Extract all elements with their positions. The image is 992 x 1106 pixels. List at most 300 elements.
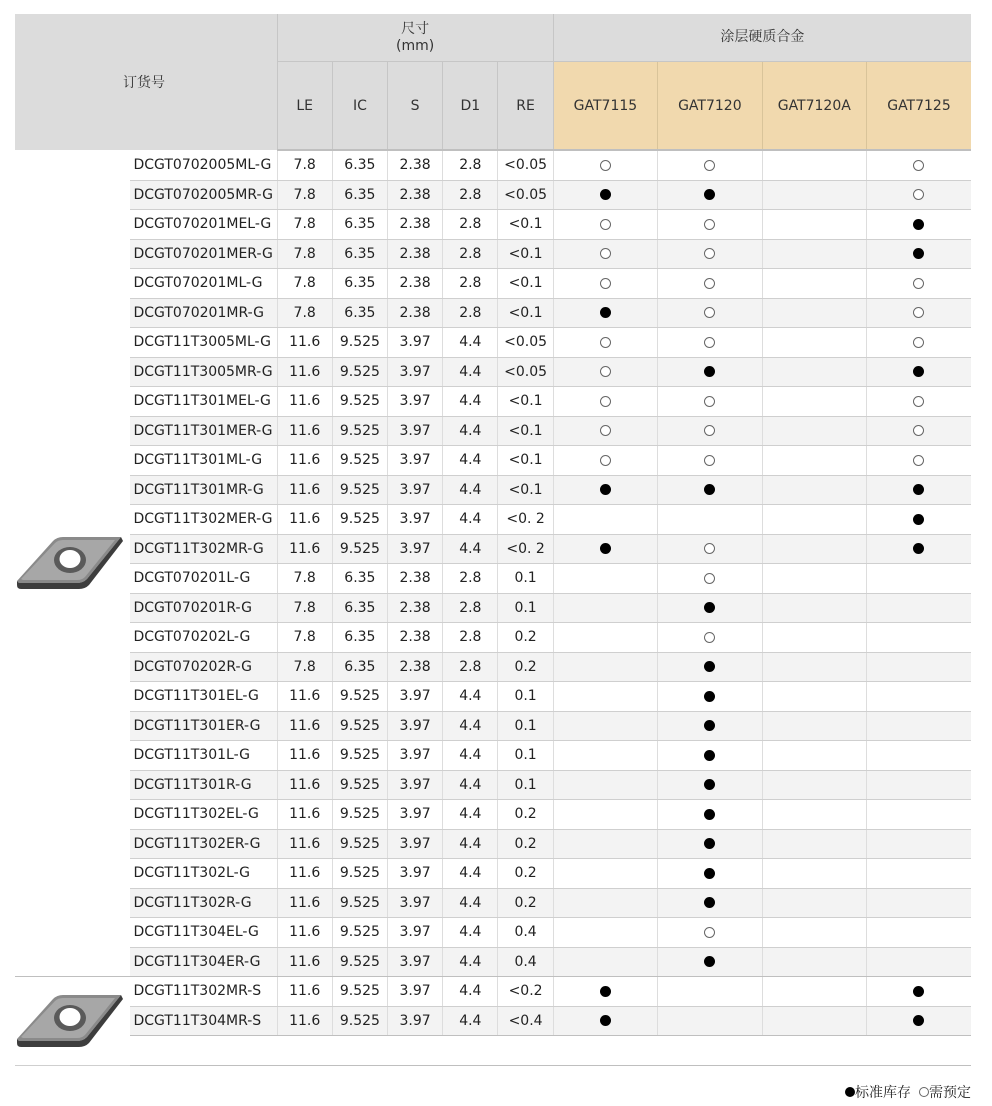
grade-cell-gat7120 [658,652,762,682]
grade-cell-gat7115 [553,564,657,594]
cell-d1: 4.4 [443,446,498,476]
cell-s: 3.97 [388,475,443,505]
cell-s: 3.97 [388,947,443,977]
cell-d1: 4.4 [443,416,498,446]
grade-cell-gat7120 [658,357,762,387]
grade-cell-gat7120 [658,770,762,800]
grade-cell-gat7125 [866,180,971,210]
cell-d1: 4.4 [443,505,498,535]
col-header-le: LE [277,62,332,151]
grade-cell-gat7120a [762,505,866,535]
grade-cell-gat7120a [762,800,866,830]
cell-le: 11.6 [277,829,332,859]
cell-s: 2.38 [388,239,443,269]
cell-s: 2.38 [388,593,443,623]
table-row [15,564,971,594]
cell-code: DCGT11T302L-G [130,859,277,889]
table-row [15,534,971,564]
cell-re: <0.1 [498,446,553,476]
grade-cell-gat7115 [553,239,657,269]
product-table-page [15,14,971,1066]
cell-re: <0. 2 [498,534,553,564]
cell-le: 7.8 [277,652,332,682]
cell-code: DCGT11T302MR-S [130,977,277,1007]
cell-ic: 9.525 [332,859,387,889]
cell-s: 3.97 [388,918,443,948]
cell-ic: 9.525 [332,800,387,830]
cell-le: 11.6 [277,711,332,741]
cell-d1: 4.4 [443,977,498,1007]
grade-cell-gat7125 [866,210,971,240]
grade-cell-gat7120a [762,357,866,387]
grade-cell-gat7120a [762,829,866,859]
cell-d1: 4.4 [443,947,498,977]
empty-cell [277,1036,332,1066]
cell-ic: 9.525 [332,475,387,505]
grade-cell-gat7120a [762,446,866,476]
cell-le: 11.6 [277,859,332,889]
grade-cell-gat7115 [553,180,657,210]
empty-row [15,1036,971,1066]
cell-re: <0.1 [498,210,553,240]
cell-le: 11.6 [277,800,332,830]
cell-le: 7.8 [277,564,332,594]
cell-d1: 4.4 [443,800,498,830]
hollow-circle-icon [600,425,611,436]
grade-cell-gat7115 [553,682,657,712]
grade-cell-gat7115 [553,210,657,240]
hollow-circle-icon [600,278,611,289]
cell-d1: 4.4 [443,534,498,564]
cell-ic: 9.525 [332,446,387,476]
grade-cell-gat7120 [658,859,762,889]
cell-re: <0.1 [498,239,553,269]
table-row [15,977,971,1007]
hollow-circle-icon [600,219,611,230]
grade-cell-gat7115 [553,947,657,977]
cell-re: <0.4 [498,1006,553,1036]
cell-d1: 2.8 [443,652,498,682]
grade-cell-gat7120 [658,918,762,948]
cell-le: 11.6 [277,741,332,771]
cell-d1: 4.4 [443,741,498,771]
filled-circle-icon [704,779,715,790]
cell-d1: 2.8 [443,623,498,653]
hollow-circle-icon [704,160,715,171]
cell-re: <0.05 [498,150,553,180]
cell-code: DCGT11T3005ML-G [130,328,277,358]
grade-cell-gat7115 [553,269,657,299]
grade-cell-gat7120a [762,534,866,564]
grade-cell-gat7125 [866,682,971,712]
cell-d1: 4.4 [443,711,498,741]
cell-code: DCGT070201R-G [130,593,277,623]
grade-cell-gat7125 [866,534,971,564]
cell-code: DCGT070201MEL-G [130,210,277,240]
table-row [15,829,971,859]
empty-cell [130,1036,277,1066]
cell-d1: 4.4 [443,1006,498,1036]
cell-le: 11.6 [277,682,332,712]
cell-ic: 9.525 [332,711,387,741]
grade-cell-gat7120a [762,180,866,210]
grade-cell-gat7120 [658,741,762,771]
filled-circle-icon [600,986,611,997]
grade-cell-gat7125 [866,416,971,446]
grade-cell-gat7125 [866,1006,971,1036]
grade-cell-gat7120 [658,269,762,299]
grade-cell-gat7120 [658,239,762,269]
cell-s: 2.38 [388,623,443,653]
hollow-circle-icon [913,396,924,407]
grade-cell-gat7115 [553,829,657,859]
cell-le: 11.6 [277,770,332,800]
grade-cell-gat7125 [866,564,971,594]
cell-re: 0.1 [498,711,553,741]
grade-cell-gat7125 [866,446,971,476]
grade-cell-gat7120a [762,770,866,800]
grade-cell-gat7120 [658,800,762,830]
cell-s: 3.97 [388,357,443,387]
grade-cell-gat7120a [762,239,866,269]
product-rows [15,150,971,1066]
grade-cell-gat7115 [553,357,657,387]
table-row [15,888,971,918]
cell-re: 0.1 [498,593,553,623]
cell-re: 0.4 [498,947,553,977]
cell-ic: 9.525 [332,682,387,712]
grade-cell-gat7115 [553,800,657,830]
grade-cell-gat7120a [762,593,866,623]
cell-le: 11.6 [277,387,332,417]
table-row [15,387,971,417]
table-row [15,269,971,299]
cell-s: 2.38 [388,210,443,240]
grade-cell-gat7120a [762,416,866,446]
cell-re: <0.1 [498,475,553,505]
grade-cell-gat7115 [553,593,657,623]
cell-s: 3.97 [388,829,443,859]
grade-cell-gat7125 [866,829,971,859]
filled-circle-icon [704,366,715,377]
coating-header: 涂层硬质合金 [553,14,971,62]
cell-le: 7.8 [277,239,332,269]
filled-circle-icon [704,868,715,879]
cell-ic: 9.525 [332,741,387,771]
filled-circle-icon [704,809,715,820]
grade-cell-gat7120 [658,564,762,594]
empty-cell [658,1036,762,1066]
cell-ic: 9.525 [332,888,387,918]
filled-circle-icon [600,484,611,495]
table-row [15,357,971,387]
cell-ic: 6.35 [332,298,387,328]
cell-code: DCGT070201ML-G [130,269,277,299]
dimensions-unit: (mm) [396,37,435,54]
table-row [15,859,971,889]
cell-s: 3.97 [388,416,443,446]
empty-cell [388,1036,443,1066]
grade-cell-gat7120 [658,623,762,653]
grade-cell-gat7125 [866,298,971,328]
order-number-header: 订货号 [15,14,277,150]
table-row [15,505,971,535]
cell-le: 11.6 [277,947,332,977]
cell-ic: 9.525 [332,829,387,859]
grade-cell-gat7115 [553,859,657,889]
cell-code: DCGT11T301EL-G [130,682,277,712]
grade-cell-gat7120a [762,328,866,358]
insert-image-cell [15,977,130,1066]
table-row [15,446,971,476]
grade-cell-gat7120a [762,947,866,977]
insert-image-cell [15,150,130,977]
cell-d1: 2.8 [443,180,498,210]
filled-circle-icon [600,543,611,554]
table-row [15,652,971,682]
grade-cell-gat7120 [658,416,762,446]
hollow-circle-icon [600,160,611,171]
table-row [15,800,971,830]
grade-cell-gat7115 [553,623,657,653]
grade-cell-gat7115 [553,977,657,1007]
table-row [15,328,971,358]
cell-le: 11.6 [277,918,332,948]
cell-re: <0.05 [498,357,553,387]
grade-cell-gat7125 [866,328,971,358]
hollow-circle-icon [913,189,924,200]
filled-circle-icon [704,484,715,495]
hollow-circle-icon [704,927,715,938]
cell-le: 7.8 [277,150,332,180]
dimensions-header [277,14,553,62]
grade-cell-gat7120a [762,387,866,417]
dimensions-title: 尺寸 [401,20,430,37]
cell-d1: 2.8 [443,239,498,269]
hollow-circle-icon [704,248,715,259]
cell-code: DCGT11T301L-G [130,741,277,771]
grade-cell-gat7120 [658,150,762,180]
cell-code: DCGT070201L-G [130,564,277,594]
grade-cell-gat7120a [762,298,866,328]
grade-cell-gat7125 [866,475,971,505]
cell-re: <0.1 [498,416,553,446]
hollow-circle-icon [704,307,715,318]
grade-cell-gat7120a [762,888,866,918]
hollow-circle-icon [913,455,924,466]
cell-s: 3.97 [388,505,443,535]
grade-cell-gat7120 [658,711,762,741]
cell-le: 11.6 [277,977,332,1007]
col-header-ic: IC [332,62,387,151]
grade-cell-gat7115 [553,416,657,446]
grade-cell-gat7120 [658,682,762,712]
cell-d1: 4.4 [443,829,498,859]
grade-header-gat7115: GAT7115 [553,62,657,151]
grade-cell-gat7120 [658,475,762,505]
table-row [15,180,971,210]
grade-cell-gat7120 [658,210,762,240]
cell-d1: 4.4 [443,328,498,358]
cell-le: 11.6 [277,446,332,476]
cell-d1: 2.8 [443,593,498,623]
grade-cell-gat7120 [658,505,762,535]
filled-circle-icon [704,750,715,761]
cell-s: 3.97 [388,534,443,564]
grade-cell-gat7120a [762,210,866,240]
filled-circle-icon [704,602,715,613]
filled-circle-icon [704,838,715,849]
col-header-d1: D1 [443,62,498,151]
cell-ic: 9.525 [332,328,387,358]
grade-cell-gat7125 [866,593,971,623]
cell-le: 7.8 [277,298,332,328]
cell-re: 0.2 [498,652,553,682]
cell-le: 11.6 [277,888,332,918]
hollow-circle-icon [913,278,924,289]
cell-le: 11.6 [277,1006,332,1036]
grade-cell-gat7115 [553,888,657,918]
cell-le: 7.8 [277,623,332,653]
cell-code: DCGT11T304EL-G [130,918,277,948]
hollow-circle-icon [704,543,715,554]
cell-ic: 9.525 [332,534,387,564]
grade-cell-gat7125 [866,505,971,535]
cell-d1: 2.8 [443,564,498,594]
cell-ic: 9.525 [332,977,387,1007]
cell-ic: 6.35 [332,180,387,210]
grade-cell-gat7125 [866,947,971,977]
table-row [15,239,971,269]
product-table [15,14,971,1066]
filled-circle-icon [704,189,715,200]
filled-circle-icon [704,897,715,908]
table-row [15,416,971,446]
cell-code: DCGT11T304MR-S [130,1006,277,1036]
cell-le: 11.6 [277,475,332,505]
hollow-circle-icon [704,337,715,348]
cell-ic: 9.525 [332,918,387,948]
filled-circle-icon [704,720,715,731]
cell-d1: 4.4 [443,888,498,918]
table-row [15,210,971,240]
table-row [15,150,971,180]
grade-cell-gat7125 [866,652,971,682]
cell-le: 11.6 [277,416,332,446]
hollow-circle-icon [913,337,924,348]
cell-d1: 4.4 [443,918,498,948]
legend [845,1082,971,1102]
grade-cell-gat7120a [762,859,866,889]
cell-s: 3.97 [388,446,443,476]
grade-cell-gat7125 [866,239,971,269]
grade-cell-gat7125 [866,357,971,387]
cell-re: 0.2 [498,623,553,653]
filled-circle-icon [913,543,924,554]
cell-re: <0. 2 [498,505,553,535]
hollow-circle-icon [600,396,611,407]
cell-le: 7.8 [277,180,332,210]
cell-s: 3.97 [388,711,443,741]
hollow-circle-icon [704,632,715,643]
table-row [15,475,971,505]
cell-ic: 9.525 [332,416,387,446]
cell-re: <0.1 [498,387,553,417]
grade-cell-gat7120a [762,652,866,682]
col-header-s: S [388,62,443,151]
cell-re: 0.1 [498,770,553,800]
cell-re: 0.2 [498,859,553,889]
hollow-circle-icon [704,573,715,584]
table-row [15,711,971,741]
table-row [15,623,971,653]
cell-le: 11.6 [277,534,332,564]
grade-cell-gat7120 [658,829,762,859]
cell-re: 0.2 [498,888,553,918]
grade-cell-gat7125 [866,888,971,918]
grade-cell-gat7115 [553,741,657,771]
grade-cell-gat7115 [553,770,657,800]
grade-cell-gat7115 [553,387,657,417]
filled-circle-icon [913,219,924,230]
cell-d1: 4.4 [443,770,498,800]
cell-le: 7.8 [277,269,332,299]
col-header-re: RE [498,62,553,151]
grade-cell-gat7115 [553,1006,657,1036]
cell-d1: 2.8 [443,269,498,299]
grade-cell-gat7115 [553,328,657,358]
cell-le: 11.6 [277,505,332,535]
grade-header-gat7120: GAT7120 [658,62,762,151]
cell-s: 3.97 [388,888,443,918]
cell-ic: 6.35 [332,210,387,240]
filled-circle-icon [600,1015,611,1026]
cell-le: 11.6 [277,328,332,358]
cell-ic: 9.525 [332,505,387,535]
table-row [15,1006,971,1036]
cell-ic: 9.525 [332,1006,387,1036]
cell-s: 2.38 [388,652,443,682]
empty-cell [762,1036,866,1066]
hollow-circle-icon [913,160,924,171]
grade-cell-gat7115 [553,475,657,505]
cell-s: 3.97 [388,1006,443,1036]
cell-re: 0.2 [498,800,553,830]
insert-g-icon [15,531,125,595]
grade-cell-gat7120a [762,977,866,1007]
cell-code: DCGT11T302ER-G [130,829,277,859]
grade-cell-gat7120a [762,269,866,299]
grade-header-gat7125: GAT7125 [866,62,971,151]
cell-code: DCGT0702005ML-G [130,150,277,180]
grade-cell-gat7120 [658,947,762,977]
cell-ic: 6.35 [332,239,387,269]
grade-cell-gat7120a [762,918,866,948]
grade-cell-gat7120a [762,564,866,594]
grade-cell-gat7120 [658,298,762,328]
cell-s: 3.97 [388,328,443,358]
legend-filled-label: 标准库存 [855,1085,911,1101]
hollow-circle-icon [704,219,715,230]
cell-s: 3.97 [388,800,443,830]
grade-cell-gat7120 [658,1006,762,1036]
table-row [15,770,971,800]
grade-cell-gat7120a [762,623,866,653]
cell-ic: 6.35 [332,150,387,180]
table-row [15,298,971,328]
hollow-circle-icon [913,307,924,318]
cell-code: DCGT070201MER-G [130,239,277,269]
